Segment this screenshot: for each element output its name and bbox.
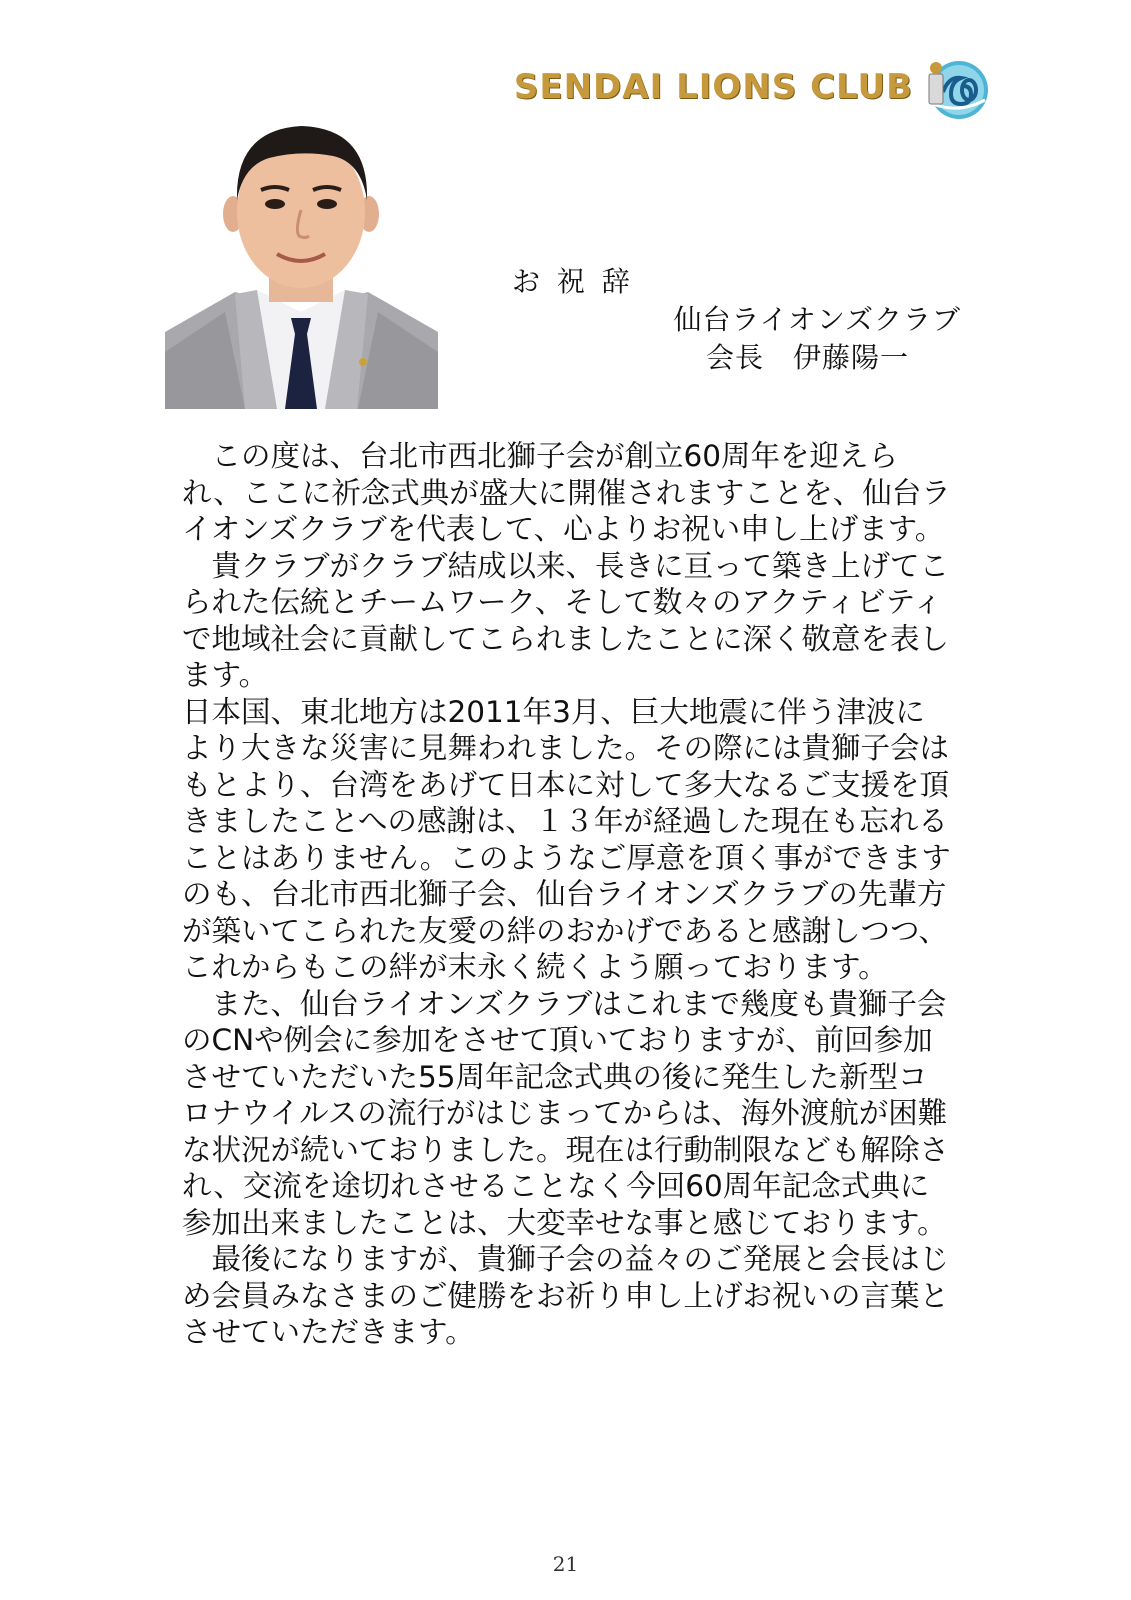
congratulatory-message bbox=[182, 438, 952, 1351]
greeting-title: お 祝 辞 bbox=[512, 265, 634, 298]
man-in-suit-portrait-icon bbox=[165, 112, 438, 409]
president-portrait bbox=[165, 112, 438, 409]
page-header bbox=[514, 52, 991, 122]
greeting-club-name: 仙台ライオンズクラブ bbox=[673, 303, 961, 336]
message-paragraph: 最後になりますが、貴獅子会の益々のご発展と会長はじめ会員みなさまのご健勝をお祈り申し上げお祝いの言葉とさせていただきます。 bbox=[182, 1242, 950, 1349]
message-paragraph: この度は、台北市西北獅子会が創立60周年を迎えられ、ここに祈念式典が盛大に開催されますことを、仙台ライオンズクラブを代表して、心よりお祝い申し上げます。 bbox=[182, 439, 951, 546]
lions-60th-anniversary-emblem-icon bbox=[921, 52, 991, 122]
club-brand-title: SENDAI LIONS CLUB bbox=[513, 67, 913, 107]
message-paragraph: 日本国、東北地方は2011年3月、巨大地震に伴う津波により大きな災害に見舞われました。その際には貴獅子会はもとより、台湾をあげて日本に対して多大なるご支援を頂きましたことへの感謝は、１３年が経過した現在も忘れることはありません。このようなご厚意を頂く事ができますのも、台北市西北獅子会、仙台ライオンズクラブの先輩方が築いてこられた友愛の絆のおかげであると感謝しつつ、これからもこの絆が末永く続くよう願っております。 bbox=[182, 694, 951, 984]
page-number: 21 bbox=[552, 1552, 579, 1576]
message-paragraph: 貴クラブがクラブ結成以来、長きに亘って築き上げてこられた伝統とチームワーク、そして数々のアクティビティで地域社会に貢献してこられましたことに深く敬意を表します。 bbox=[182, 548, 950, 692]
greeting-officer-name: 会長 伊藤陽一 bbox=[705, 341, 909, 374]
message-paragraph: また、仙台ライオンズクラブはこれまで幾度も貴獅子会のCNや例会に参加をさせて頂いておりますが、前回参加させていただいた55周年記念式典の後に発生した新型コロナウイルスの流行がはじまってからは、海外渡航が困難な状況が続いておりました。現在は行動制限なども解除され、交流を途切れさせることなく今回60周年記念式典に参加出来ましたことは、大変幸せな事と感じております。 bbox=[182, 986, 950, 1240]
